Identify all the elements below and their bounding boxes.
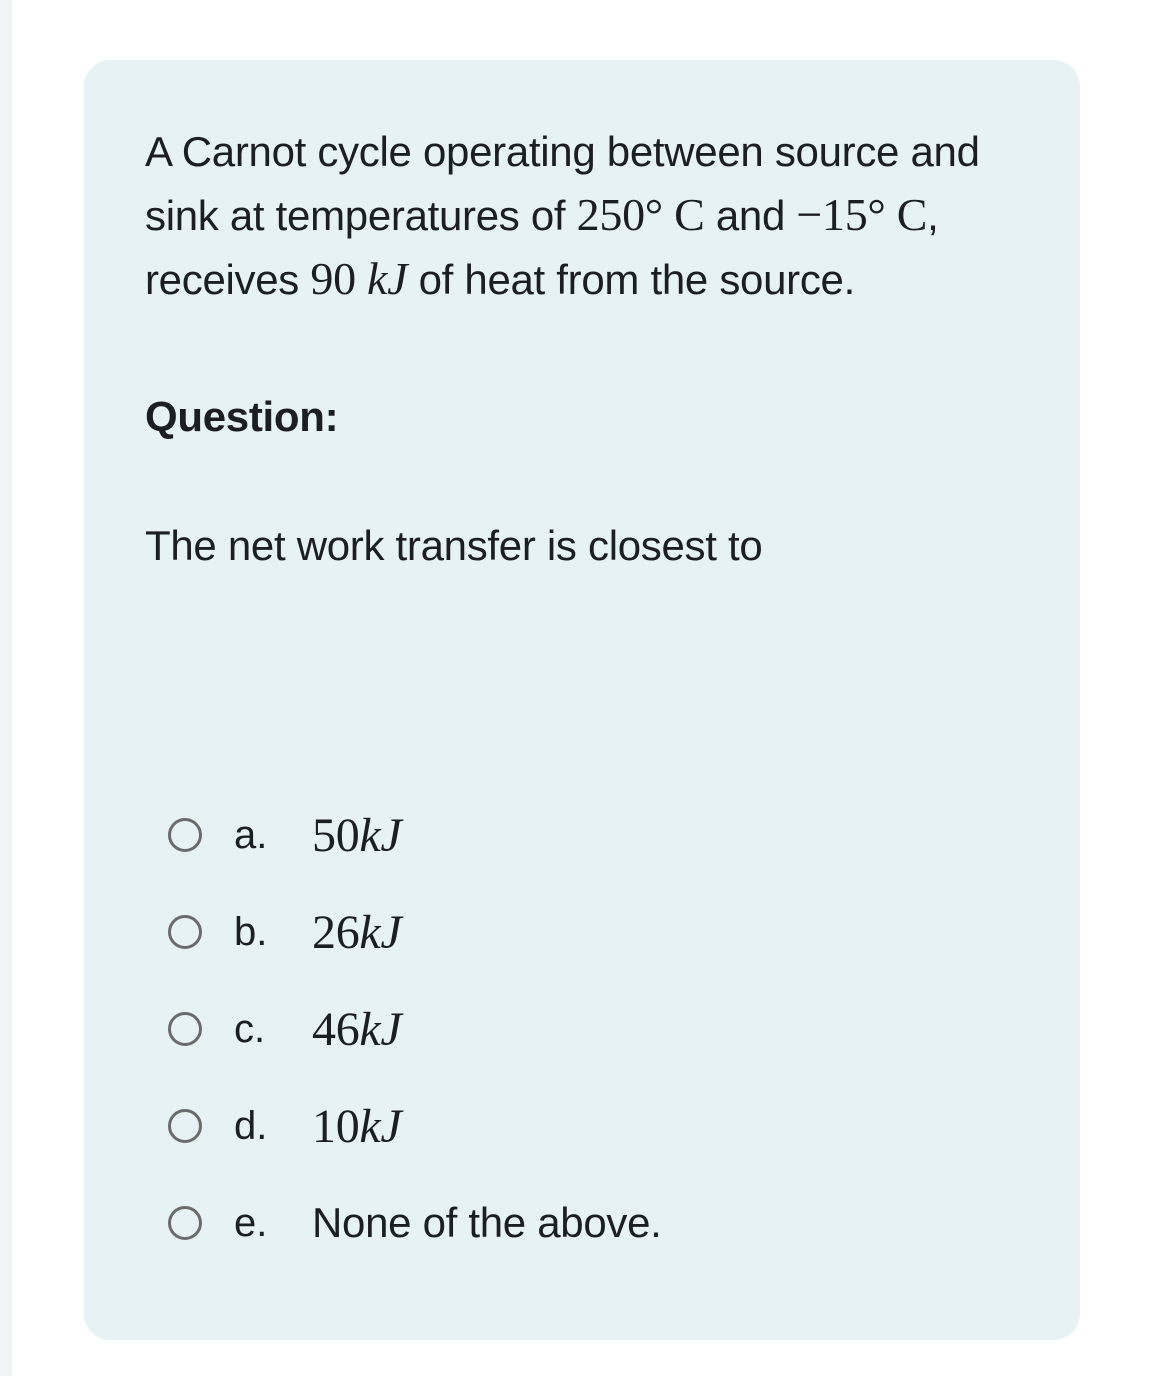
option-number: 46 xyxy=(312,1002,360,1056)
option-e[interactable] xyxy=(168,1193,868,1253)
option-number: 50 xyxy=(312,808,360,862)
stem-text-2: and xyxy=(704,192,797,239)
heat-amount xyxy=(310,253,407,304)
stem-text-4: of heat from the source. xyxy=(407,256,855,303)
option-letter: a. xyxy=(234,812,268,857)
question-card xyxy=(84,60,1080,1340)
option-unit: kJ xyxy=(359,1099,402,1153)
stem-text-1: A Carnot cycle operating between source and sink at temperatures of xyxy=(145,128,980,239)
radio-button-icon[interactable] xyxy=(168,1206,202,1240)
radio-button-icon[interactable] xyxy=(168,1109,202,1143)
option-letter: d. xyxy=(234,1103,268,1148)
option-letter: c. xyxy=(234,1006,266,1051)
hot-temperature: 250° C xyxy=(576,189,705,240)
option-unit: kJ xyxy=(359,808,402,862)
option-a[interactable] xyxy=(168,805,868,865)
left-edge-strip xyxy=(0,0,12,1376)
option-value xyxy=(312,1002,401,1057)
option-value xyxy=(312,808,401,863)
question-heading: Question: xyxy=(145,393,339,440)
option-value xyxy=(312,905,401,960)
option-letter: e. xyxy=(234,1200,268,1245)
option-letter: b. xyxy=(234,909,268,954)
question-stem xyxy=(145,120,1025,311)
cold-temperature: −15° C xyxy=(796,189,928,240)
heat-value: 90 xyxy=(310,253,356,304)
stem-text-3: , receives xyxy=(145,192,939,303)
option-number: 26 xyxy=(312,905,360,959)
option-text: None of the above. xyxy=(312,1199,662,1246)
option-c[interactable] xyxy=(168,999,868,1059)
heat-unit: kJ xyxy=(366,253,408,304)
option-unit: kJ xyxy=(359,1002,402,1056)
radio-button-icon[interactable] xyxy=(168,915,202,949)
option-value xyxy=(312,1099,401,1154)
radio-button-icon[interactable] xyxy=(168,1012,202,1046)
radio-button-icon[interactable] xyxy=(168,818,202,852)
question-prompt: The net work transfer is closest to xyxy=(145,522,763,569)
option-unit: kJ xyxy=(359,905,402,959)
option-b[interactable] xyxy=(168,902,868,962)
option-number: 10 xyxy=(312,1099,360,1153)
option-d[interactable] xyxy=(168,1096,868,1156)
